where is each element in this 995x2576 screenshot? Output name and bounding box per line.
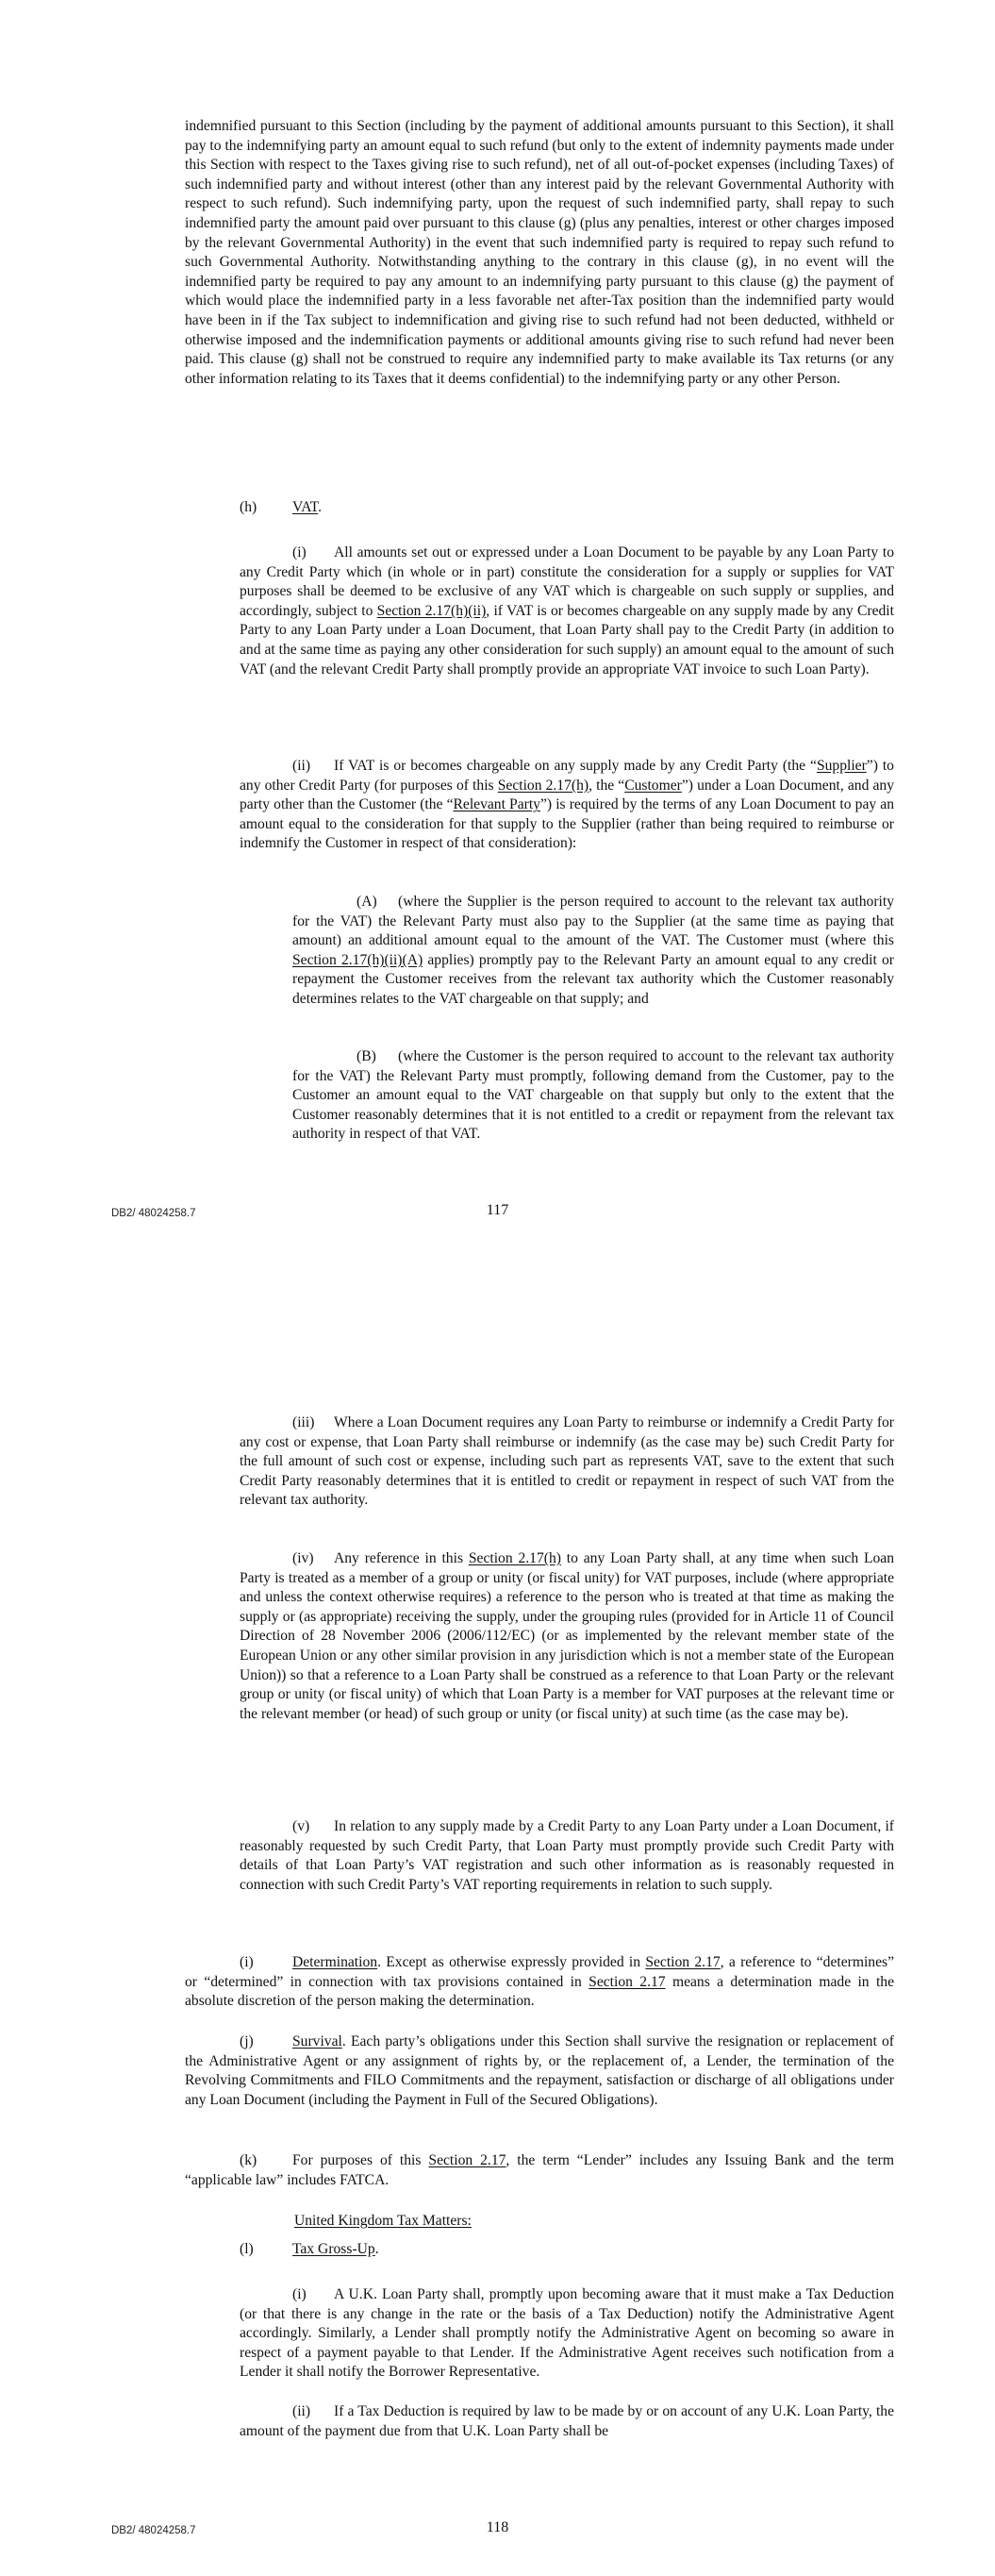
clause-k: (k) For purposes of this Section 2.17, the term “Lender” includes any Issuing Bank and the term “applicable law” includes FATCA. [185,2152,894,2188]
clause-title: Tax Gross-Up [292,2241,375,2257]
clause-h-ii-A: (A) (where the Supplier is the person required to account to the relevant tax authority for the VAT) the Relevant Party must also pay to the Supplier (at the same time as paying that amount) an additional amount equal to the amount of the VAT. The Customer must (where this Section 2.17(h)(ii)(A) applies) promptly pay to the Relevant Party an amount equal to any credit or repayment the Customer receives from the relevant tax authority which the Customer reasonably determines relates to the VAT chargeable on that supply; and [292,894,894,1007]
section-heading: United Kingdom Tax Matters: [294,2213,472,2229]
subclause-label: (iii) [292,1414,315,1430]
clause-h-iv: (iv) Any reference in this Section 2.17(h) to any Loan Party shall, at any time when such Loan Party is treated as a member of a group or unity (or fiscal unity) for VAT purposes, include (where appropriate and unless the context otherwise requires) a reference to the person who is treated at that time as making the supply or (as appropriate) receiving the supply, under the grouping rules (provided for in Article 11 of Council Direction of 28 November 2006 (2006/112/EC) (or as implemented by the relevant member state of the European Union or any other similar provision in any jurisdiction which is not a member state of the European Union)) so that a reference to a Loan Party shall be construed as a reference to that Loan Party or the relevant group or unity (or fiscal unity) of which that Loan Party is a member for VAT purposes at the relevant time or the relevant member (or head) of such group or unity (or fiscal unity) at such time (as the case may be). [240,1550,895,1722]
clause-g-continuation: indemnified pursuant to this Section (including by the payment of additional amounts pursuant to this Section), it shall pay to the indemnifying party an amount equal to such refund (but only to the extent of indemnity payments made under this Section with respect to the Taxes giving rise to such refund), net of all out-of-pocket expenses (including Taxes) of such indemnified party and without interest (other than any interest paid by the relevant Governmental Authority with respect to such refund). Such indemnifying party, upon the request of such indemnified party, shall repay to such indemnified party the amount paid over pursuant to this clause (g) (plus any penalties, interest or other charges imposed by the relevant Governmental Authority) in the event that such indemnified party is required to repay such refund to such Governmental Authority. Notwithstanding anything to the contrary in this clause (g), in no event will the indemnified party be required to pay any amount to an indemnifying party pursuant to this clause (g) the payment of which would place the indemnified party in a less favorable net after-Tax position than the indemnified party would have been in if the Tax subject to indemnification and giving rise to such refund had not been deducted, withheld or otherwise imposed and the indemnification payments or additional amounts giving rise to such refund had never been paid. This clause (g) shall not be construed to require any indemnified party to make available its Tax returns (or any other information relating to its Taxes that it deems confidential) to the indemnifying party or any other Person. [185,118,894,387]
page-number: 117 [486,1202,509,1218]
clause-title: VAT [292,499,319,515]
clause-j: (j) Survival. Each party’s obligations under this Section shall survive the resignation or replacement of the Administrative Agent or any assignment of rights by, or the replacement of, a Lender, the termination of the Revolving Commitments and FILO Commitments and the repayment, satisfaction or discharge of all obligations under any Loan Document (including the Payment in Full of the Secured Obligations). [185,2033,894,2108]
subclause-label: (ii) [292,2403,311,2419]
page-118 [0,1406,995,2576]
cross-reference: Section 2.17 [645,1954,721,1970]
subclause-label: (B) [357,1048,376,1064]
cross-reference: Section 2.17 [428,2152,506,2168]
defined-term: Customer [624,777,682,794]
clause-label: (h) [240,499,257,515]
cross-reference: Section 2.17 [589,1973,666,1990]
defined-term: Relevant Party [453,796,540,813]
document-id: DB2/ 48024258.7 [111,2525,196,2536]
clause-l-i: (i) A U.K. Loan Party shall, promptly upon becoming aware that it must make a Tax Deduction (or that there is any change in the rate or the basis of a Tax Deduction) notify the Administrative Agent accordingly. Similarly, a Lender shall promptly notify the Administrative Agent on becoming so aware in respect of a payment payable to that Lender. If the Administrative Agent receives such notification from a Lender it shall notify the Borrower Representative. [240,2286,894,2381]
subclause-label: (iv) [292,1550,314,1566]
document-id: DB2/ 48024258.7 [111,1208,196,1219]
clause-h-v: (v) In relation to any supply made by a Credit Party to any Loan Party under a Loan Document, if reasonably requested by such Credit Party, that Loan Party must promptly provide such Credit Party with details of that Loan Party’s VAT registration and such other information as is reasonably requested in connection with such Credit Party’s VAT reporting requirements in relation to such supply. [240,1818,894,1893]
subclause-label: (i) [292,2286,307,2302]
page-117 [0,0,995,1246]
clause-label: (k) [240,2152,257,2168]
cross-reference: Section 2.17(h) [497,777,589,794]
clause-h-iii: (iii) Where a Loan Document requires any Loan Party to reimburse or indemnify a Credit Party for any cost or expense, that Loan Party shall reimburse or indemnify (as the case may be) such Credit Party for the full amount of such cost or expense, including such part as represents VAT, save to the extent that such Credit Party reasonably determines that it is entitled to credit or repayment in respect of such VAT from the relevant tax authority. [240,1414,894,1509]
subclause-label: (A) [357,894,377,910]
clause-l-ii: (ii) If a Tax Deduction is required by law to be made by or on account of any U.K. Loan Party, the amount of the payment due from that U.K. Loan Party shall be [240,2403,894,2439]
clause-label: (j) [240,2033,254,2049]
cross-reference: Section 2.17(h) [468,1550,561,1566]
subclause-label: (i) [292,544,307,560]
clause-l-heading: (l) Tax Gross-Up. [240,2240,894,2260]
clause-h-i: (i) All amounts set out or expressed under a Loan Document to be payable by any Loan Party to any Credit Party which (in whole or in part) constitute the consideration for a supply or supplies for VAT purposes shall be deemed to be exclusive of any VAT which is chargeable on such supply or supplies, and accordingly, subject to Section 2.17(h)(ii), if VAT is or becomes chargeable on any supply made by any Credit Party to any Loan Party under a Loan Document, that Loan Party shall pay to the Credit Party (in addition to and at the same time as paying any other consideration for such supply) an amount equal to the amount of such VAT (and the relevant Credit Party shall promptly provide an appropriate VAT invoice to such Loan Party). [240,544,894,677]
subclause-label: (ii) [292,758,311,774]
clause-title: Survival [292,2033,342,2049]
defined-term: Supplier [816,758,867,774]
page-number: 118 [486,2519,509,2535]
subclause-label: (v) [292,1818,310,1834]
clause-h-heading: (h) VAT. [240,498,894,518]
cross-reference: Section 2.17(h)(ii)(A) [292,951,423,968]
clause-i: (i) Determination. Except as otherwise expressly provided in Section 2.17, a reference to “determines” or “determined” in connection with tax provisions contained in Section 2.17 means a determination made in the absolute discretion of the person making the determination. [185,1954,895,2010]
clause-label: (l) [240,2241,254,2257]
clause-h-ii-B: (B) (where the Customer is the person required to account to the relevant tax authority for the VAT) the Relevant Party must promptly, following demand from the Customer, pay to the Customer an amount equal to the VAT chargeable on that supply but only to the extent that the Customer reasonably determines that it is not entitled to a credit or repayment from the relevant tax authority in respect of that VAT. [292,1048,894,1143]
clause-h-ii: (ii) If VAT is or becomes chargeable on any supply made by any Credit Party (the “Supplier”) to any other Credit Party (for purposes of this Section 2.17(h), the “Customer”) under a Loan Document, and any party other than the Customer (the “Relevant Party”) is required by the terms of any Loan Document to pay an amount equal to the consideration for that supply to the Supplier (rather than being required to reimburse or indemnify the Customer in respect of that consideration): [240,758,895,852]
clause-title: Determination [292,1954,378,1970]
clause-label: (i) [240,1954,254,1970]
cross-reference: Section 2.17(h)(ii) [376,602,487,619]
